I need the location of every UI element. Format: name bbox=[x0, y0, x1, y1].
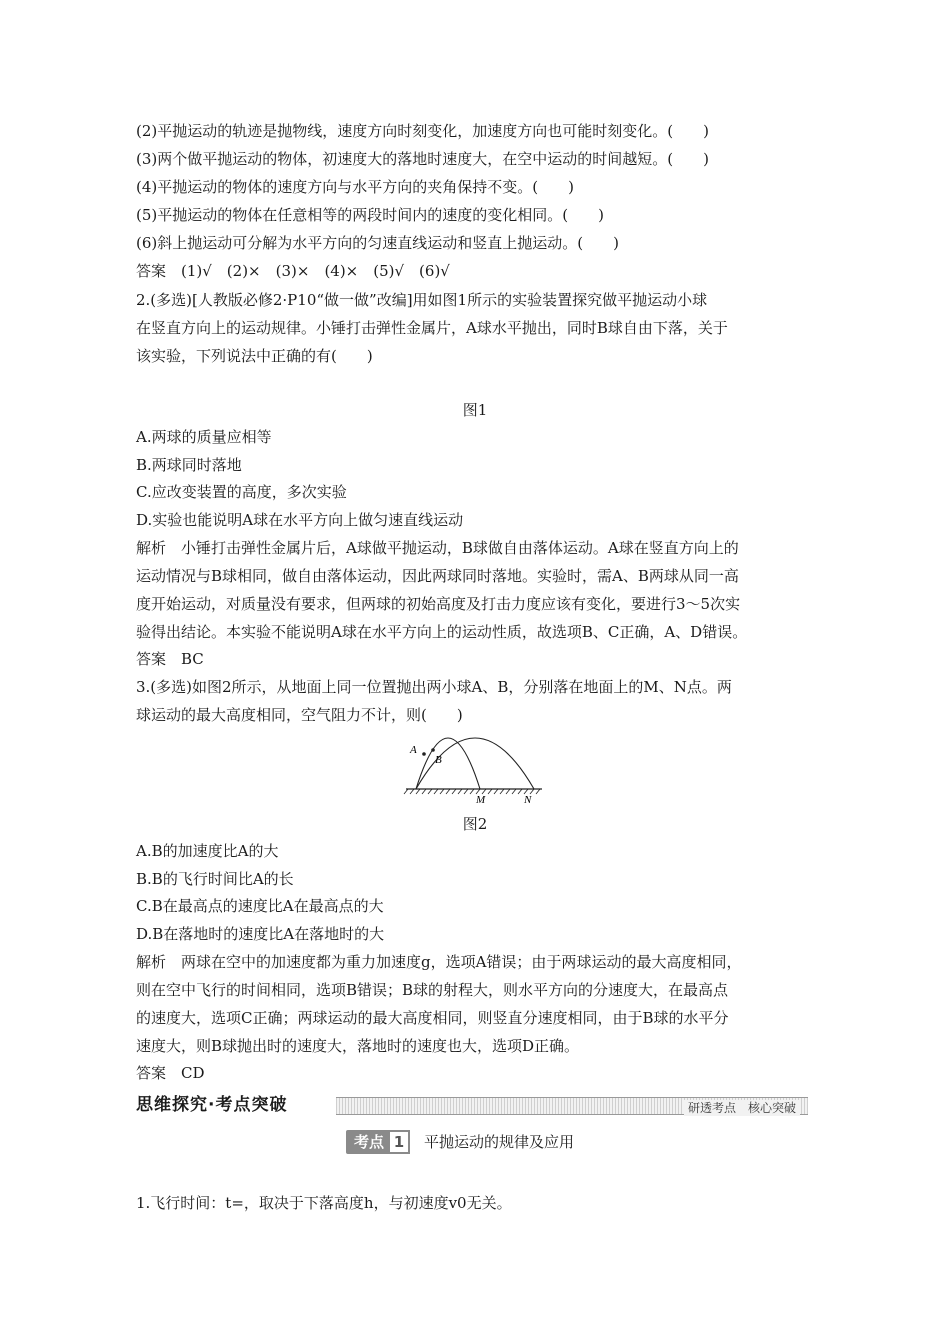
kaodian-title: 平抛运动的规律及应用 bbox=[424, 1133, 575, 1151]
kaodian-number: 1 bbox=[388, 1130, 410, 1154]
figure2-diagram bbox=[400, 735, 550, 807]
analysis-line: 解析 小锤打击弹性金属片后，A球做平抛运动，B球做自由落体运动。A球在竖直方向上的 bbox=[136, 539, 739, 557]
question-3: 3.(多选)如图2所示，从地面上同一位置抛出两小球A、B，分别落在地面上的M、N点。两 bbox=[136, 678, 732, 696]
answer-line: 答案 (1)√ (2)× (3)× (4)× (5)√ (6)√ bbox=[136, 262, 450, 280]
question-3-cont: 球运动的最大高度相同，空气阻力不计，则( ) bbox=[136, 706, 463, 724]
banner-subtitle: 研透考点 核心突破 bbox=[684, 1100, 800, 1116]
banner-bar bbox=[336, 1097, 808, 1115]
figure2-caption: 图2 bbox=[462, 815, 488, 833]
option-a: A.B的加速度比A的大 bbox=[136, 842, 279, 860]
label-n: N bbox=[524, 794, 532, 806]
banner-title: 思维探究·考点突破 bbox=[136, 1093, 295, 1117]
text-line: (5)平抛运动的物体在任意相等的两段时间内的速度的变化相同。( ) bbox=[136, 206, 604, 224]
text-line: (2)平抛运动的轨迹是抛物线，速度方向时刻变化，加速度方向也可能时刻变化。( ) bbox=[136, 122, 709, 140]
label-m: M bbox=[476, 794, 486, 806]
section-banner bbox=[136, 1093, 808, 1117]
text-line: (3)两个做平抛运动的物体，初速度大的落地时速度大，在空中运动的时间越短。( ) bbox=[136, 150, 709, 168]
option-a: A.两球的质量应相等 bbox=[136, 428, 272, 446]
figure1-caption: 图1 bbox=[462, 401, 488, 419]
option-c: C.B在最高点的速度比A在最高点的大 bbox=[136, 897, 384, 915]
question-2: 2.(多选)[人教版必修2·P10“做一做”改编]用如图1所示的实验装置探究做平抛运动小球 bbox=[136, 291, 708, 309]
answer-line: 答案 CD bbox=[136, 1064, 205, 1082]
option-d: D.B在落地时的速度比A在落地时的大 bbox=[136, 925, 385, 943]
trajectory-a bbox=[416, 738, 480, 789]
kaodian-heading bbox=[346, 1130, 574, 1154]
option-b: B.B的飞行时间比A的长 bbox=[136, 870, 294, 888]
trajectory-b bbox=[416, 738, 534, 789]
analysis-line: 度开始运动，对质量没有要求，但两球的初始高度及打击力度应该有变化，要进行3～5次实 bbox=[136, 595, 741, 613]
analysis-line: 的速度大，选项C正确；两球运动的最大高度相同，则竖直分速度相同，由于B球的水平分 bbox=[136, 1009, 729, 1027]
question-2-cont: 在竖直方向上的运动规律。小锤打击弹性金属片，A球水平抛出，同时B球自由下落，关于 bbox=[136, 319, 728, 337]
text-line: 1.飞行时间：t=，取决于下落高度h，与初速度v0无关。 bbox=[136, 1194, 512, 1212]
ball-a bbox=[422, 752, 426, 756]
text-line: (6)斜上抛运动可分解为水平方向的匀速直线运动和竖直上抛运动。( ) bbox=[136, 234, 619, 252]
option-c: C.应改变装置的高度，多次实验 bbox=[136, 483, 347, 501]
analysis-line: 解析 两球在空中的加速度都为重力加速度g，选项A错误；由于两球运动的最大高度相同， bbox=[136, 953, 742, 971]
analysis-line: 验得出结论。本实验不能说明A球在水平方向上的运动性质，故选项B、C正确，A、D错误。 bbox=[136, 623, 748, 641]
analysis-line: 速度大，则B球抛出时的速度大，落地时的速度也大，选项D正确。 bbox=[136, 1037, 580, 1055]
question-2-cont: 该实验，下列说法中正确的有( ) bbox=[136, 347, 373, 365]
ball-b bbox=[431, 748, 435, 752]
option-d: D.实验也能说明A球在水平方向上做匀速直线运动 bbox=[136, 511, 464, 529]
text-line: (4)平抛运动的物体的速度方向与水平方向的夹角保持不变。( ) bbox=[136, 178, 574, 196]
label-b: B bbox=[435, 754, 442, 766]
answer-line: 答案 BC bbox=[136, 650, 204, 668]
analysis-line: 则在空中飞行的时间相同，选项B错误；B球的射程大，则水平方向的分速度大，在最高点 bbox=[136, 981, 729, 999]
analysis-line: 运动情况与B球相同，做自由落体运动，因此两球同时落地。实验时，需A、B两球从同一高 bbox=[136, 567, 739, 585]
option-b: B.两球同时落地 bbox=[136, 456, 242, 474]
kaodian-label: 考点 bbox=[346, 1130, 390, 1154]
label-a: A bbox=[410, 744, 417, 756]
